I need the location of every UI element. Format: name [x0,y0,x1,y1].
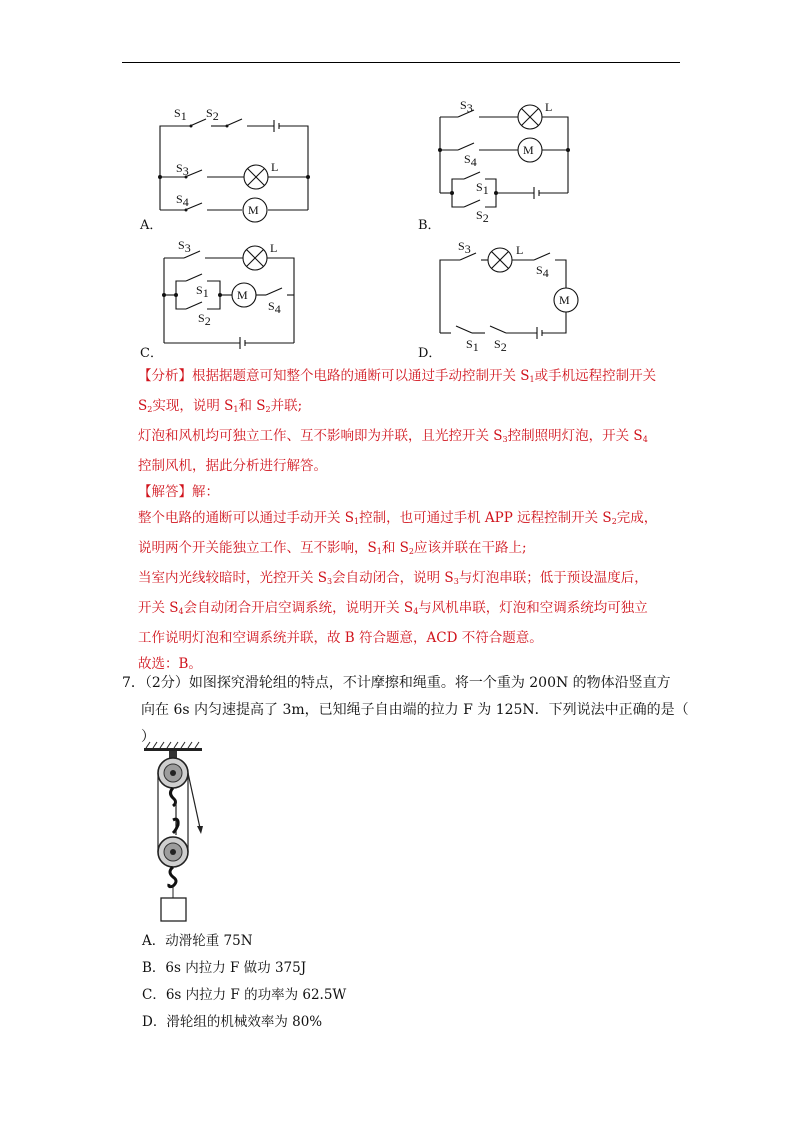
choice-d: D．滑轮组的机械效率为 80% [142,1014,323,1030]
option-label-c: C． [140,346,163,361]
option-label-b: B． [418,218,441,233]
header-rule [122,62,680,63]
choice-a: A．动滑轮重 75N [142,933,253,949]
answer-line: 开关 $S_4$会自动闭合开启空调系统，说明开关 $S_4$与风机串联，灯泡和空调系统均可独立 [138,600,648,616]
label-motor-m: M [559,293,570,307]
label-s1: S1 [196,283,209,300]
label-s3: S3 [178,238,191,255]
label-motor-m: M [523,143,534,157]
label-s3: S3 [458,239,471,256]
answer-line: 说明两个开关能独立工作、互不影响，$S_1$和 $S_2$应该并联在干路上; [138,540,527,556]
analysis-line: $S_2$实现，说明 $S_1$和 $S_2$并联; [138,398,303,414]
circuit-diagram-a [140,100,340,220]
label-s2: S2 [198,311,211,328]
label-lamp-l: L [545,100,553,114]
question-line: 7．（2分）如图探究滑轮组的特点，不计摩擦和绳重。将一个重为 200N 的物体沿竖直方 [122,675,671,691]
label-s4: S4 [464,152,477,169]
analysis-line: 灯泡和风机均可独立工作、互不影响即为并联，且光控开关 $S_3$控制照明灯泡，开关 $S_4$ [138,428,648,444]
answer-line: 整个电路的通断可以通过手动开关 $S_1$控制，也可通过手机 APP 远程控制开关 $S_2$完成， [138,510,658,526]
label-s2: S2 [206,106,219,123]
option-label-d: D． [418,346,442,361]
option-label-a: A． [140,218,163,233]
question-7 [122,670,689,751]
label-s4: S4 [176,192,189,209]
circuit-diagram-c [150,238,320,353]
answer-line: 当室内光线较暗时，光控开关 $S_3$会自动闭合，说明 $S_3$与灯泡串联；低于预设温度后， [138,570,648,586]
answer-choice: 故选：B。 [138,656,202,672]
label-s1: S1 [466,337,479,354]
label-s4: S4 [268,299,281,316]
answer-heading: 【解答】解： [138,484,219,500]
analysis-section [138,363,683,677]
label-lamp-l: L [516,243,524,257]
answer-choices [142,928,346,1036]
question-line: ） [141,729,155,745]
label-motor-m: M [248,203,259,217]
label-lamp-l: L [271,160,279,174]
label-s3: S3 [460,98,473,115]
circuit-diagram-b [418,97,588,227]
choice-c: C．6s 内拉力 F 的功率为 62.5W [142,987,347,1003]
choice-b: B．6s 内拉力 F 做功 375J [142,960,307,976]
label-s1: S1 [174,106,187,123]
question-line: 向在 6s 内匀速提高了 3m，已知绳子自由端的拉力 F 为 125N．下列说法中正确的是（ [141,702,689,718]
label-s4: S4 [536,263,549,280]
circuit-diagram-d [430,238,590,358]
pulley-system-figure [140,740,230,925]
label-lamp-l: L [270,241,278,255]
label-motor-m: M [237,288,248,302]
analysis-line: 控制风机，据此分析进行解答。 [138,458,327,474]
label-s1: S1 [476,180,489,197]
answer-line: 工作说明灯泡和空调系统并联，故 B 符合题意，ACD 不符合题意。 [138,630,543,646]
label-s2: S2 [494,337,507,354]
label-s3: S3 [176,161,189,178]
label-s2: S2 [476,208,489,225]
analysis-line: 【分析】根据据题意可知整个电路的通断可以通过手动控制开关 $S_1$或手机远程控制开关 [138,368,657,384]
